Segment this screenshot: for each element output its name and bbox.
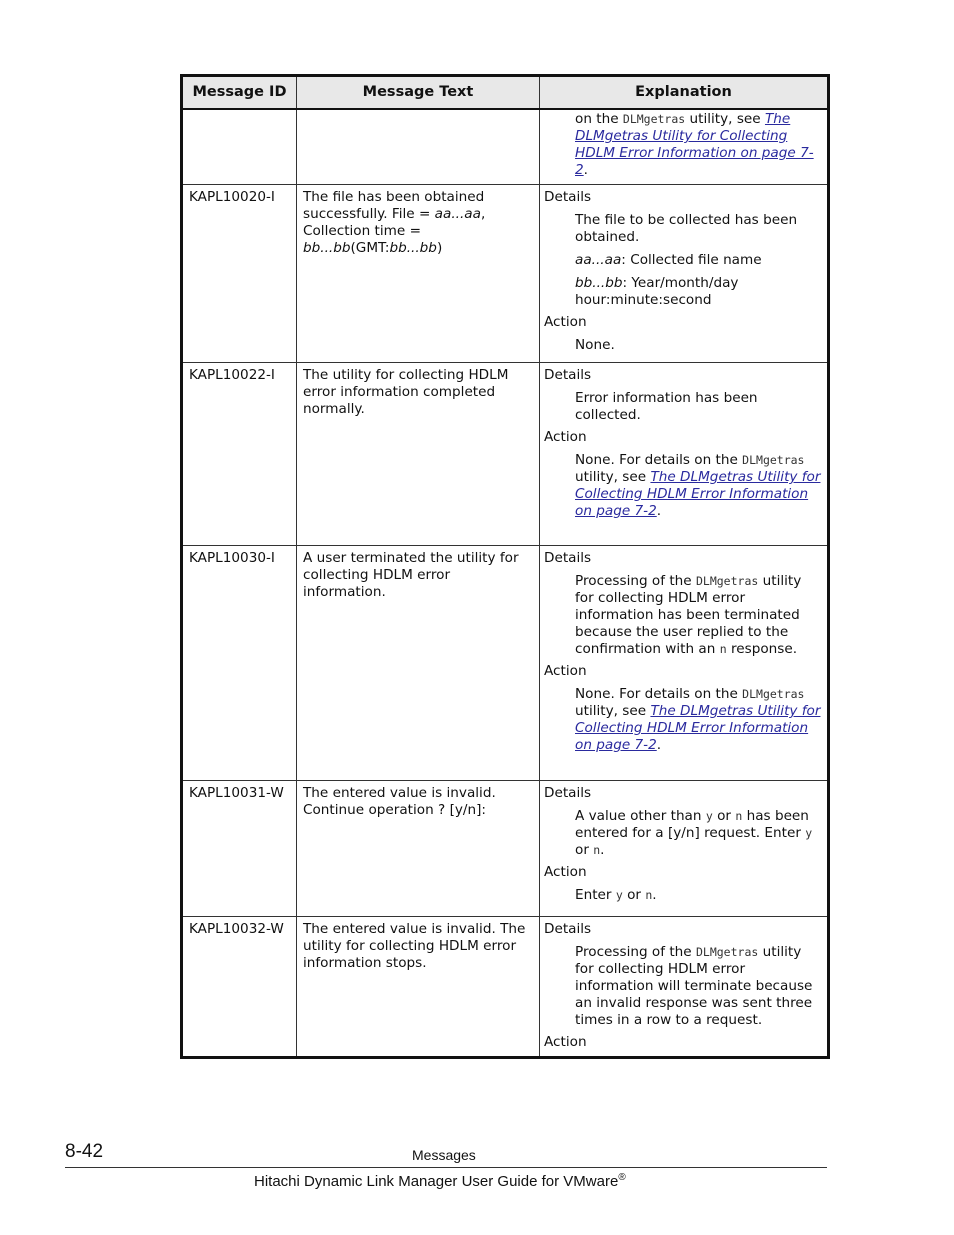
cell-explanation (540, 781, 829, 917)
header-explanation: Explanation (540, 76, 829, 110)
messages-table (180, 74, 830, 1059)
table-row (182, 185, 829, 363)
utility-doc-link[interactable]: The DLMgetras Utility for Collecting HDLM Error Information on page 7-2 (575, 111, 814, 178)
details-text: A value other than y or n has been entered for a [y/n] request. Enter y or n. (575, 808, 813, 858)
details-text: The file to be collected has been obtained. (575, 212, 798, 245)
cell-text: The entered value is invalid. Continue operation ? [y/n]: (297, 781, 540, 917)
section-title: Messages (412, 1147, 476, 1163)
utility-doc-link[interactable]: The DLMgetras Utility for Collecting HDLM Error Information on page 7-2 (575, 703, 821, 753)
action-label: Action (544, 864, 587, 880)
details-label: Details (544, 785, 592, 801)
table-row (182, 546, 829, 781)
table-row (182, 363, 829, 546)
details-text: aa...aa: Collected file name (575, 252, 762, 268)
table-header-row (182, 76, 829, 110)
cell-id: KAPL10032-W (182, 917, 297, 1058)
table-row (182, 781, 829, 917)
action-text: Enter y or n. (575, 887, 657, 903)
page-number: 8-42 (65, 1141, 104, 1162)
details-label: Details (544, 189, 592, 205)
cell-id: KAPL10031-W (182, 781, 297, 917)
footer-divider (65, 1167, 827, 1168)
cell-text: The file has been obtained successfully. File = aa...aa, Collection time = bb...bb(GMT:bb...bb) (297, 185, 540, 363)
details-label: Details (544, 367, 592, 383)
header-message-id: Message ID (182, 76, 297, 110)
table-row (182, 917, 829, 1058)
explanation-continuation: on the DLMgetras utility, see The DLMgetras Utility for Collecting HDLM Error Information on page 7-2. (575, 111, 814, 178)
action-text: None. For details on the DLMgetras utility, see The DLMgetras Utility for Collecting HDLM Error Information on page 7-2. (575, 452, 821, 519)
details-label: Details (544, 550, 592, 566)
cell-explanation (540, 917, 829, 1058)
table-row (182, 109, 829, 185)
cell-text (297, 109, 540, 185)
header-message-text: Message Text (297, 76, 540, 110)
details-text: Processing of the DLMgetras utility for collecting HDLM error information will terminate because an invalid response was sent three times in a row to a request. (575, 944, 813, 1028)
action-text: None. For details on the DLMgetras utility, see The DLMgetras Utility for Collecting HDLM Error Information on page 7-2. (575, 686, 821, 753)
cell-id: KAPL10022-I (182, 363, 297, 546)
cell-id: KAPL10030-I (182, 546, 297, 781)
details-text: bb...bb: Year/month/day hour:minute:second (575, 275, 739, 308)
cell-explanation (540, 363, 829, 546)
cell-id (182, 109, 297, 185)
registered-mark: ® (618, 1172, 626, 1183)
action-label: Action (544, 314, 587, 330)
guide-title: Hitachi Dynamic Link Manager User Guide for VMware® (254, 1172, 626, 1190)
utility-doc-link[interactable]: The DLMgetras Utility for Collecting HDLM Error Information on page 7-2 (575, 469, 821, 519)
cell-text: The utility for collecting HDLM error information completed normally. (297, 363, 540, 546)
cell-explanation (540, 546, 829, 781)
details-text: Error information has been collected. (575, 390, 758, 423)
action-label: Action (544, 429, 587, 445)
details-text: Processing of the DLMgetras utility for collecting HDLM error information has been terminated because the user replied to the confirmation with an n response. (575, 573, 802, 657)
cell-id: KAPL10020-I (182, 185, 297, 363)
cell-explanation (540, 109, 829, 185)
details-label: Details (544, 921, 592, 937)
cell-text: A user terminated the utility for collecting HDLM error information. (297, 546, 540, 781)
action-text: None. (575, 337, 615, 353)
cell-explanation (540, 185, 829, 363)
action-label: Action (544, 1034, 587, 1050)
cell-text: The entered value is invalid. The utility for collecting HDLM error information stops. (297, 917, 540, 1058)
action-label: Action (544, 663, 587, 679)
